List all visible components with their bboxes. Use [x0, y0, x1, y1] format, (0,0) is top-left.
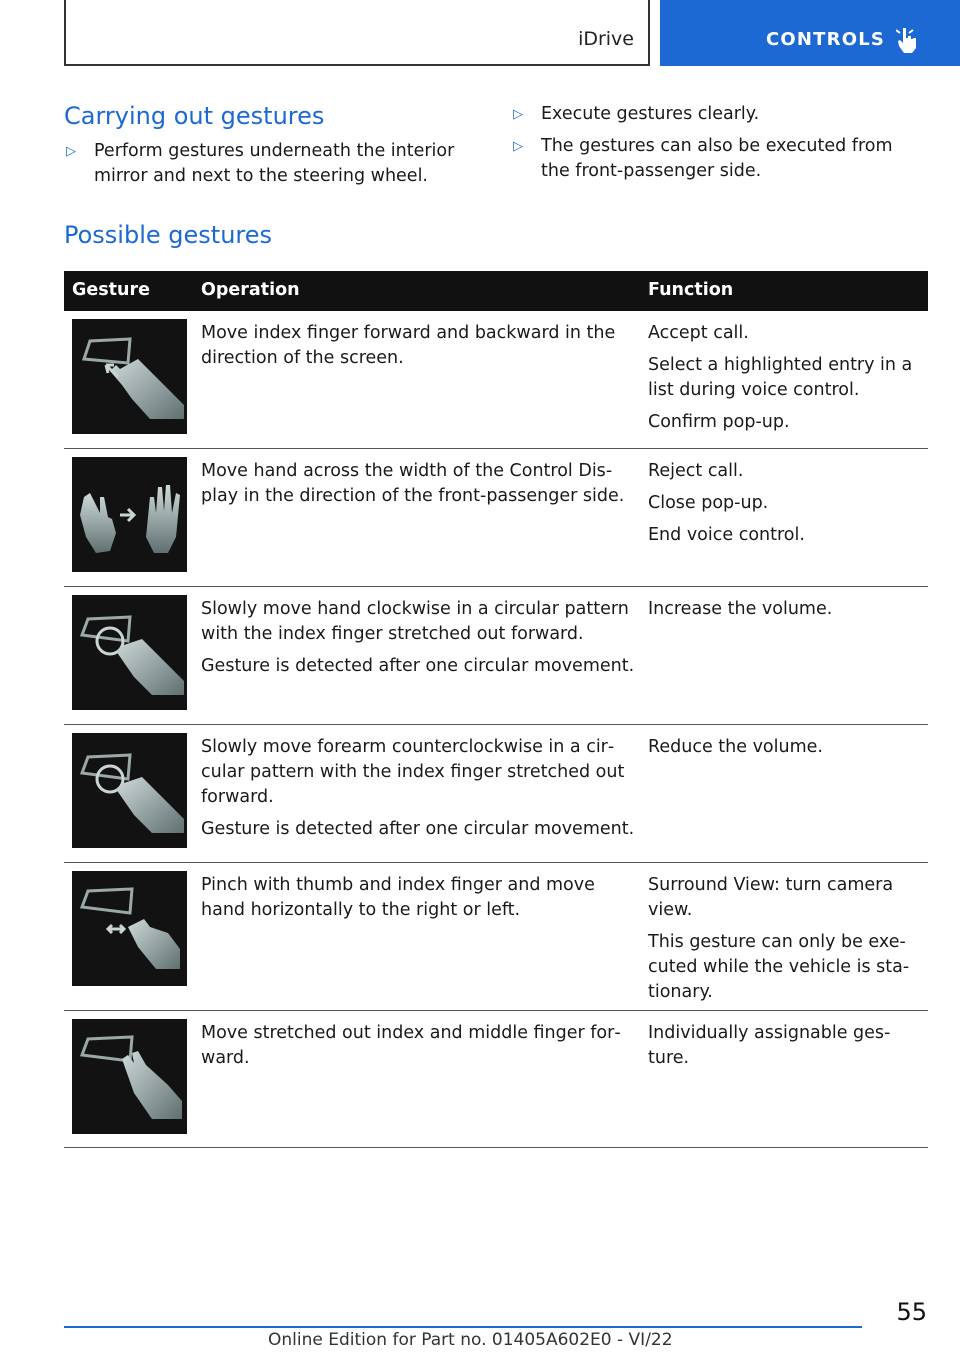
- footer-divider: [64, 1326, 862, 1328]
- operation-cell: Pinch with thumb and index finger and move hand horizontally to the right or left.: [201, 875, 595, 920]
- operation-cell: Move stretched out index and middle finger forward.: [201, 1023, 621, 1068]
- header-chapter-box: [660, 0, 960, 66]
- header-function: Function: [648, 280, 734, 300]
- list-item: ▷ Perform gestures underneath the interior mirror and next to the steering wheel.: [66, 141, 455, 186]
- finger-forward-backward-gesture-icon: [72, 319, 187, 434]
- list-item: ▷ Execute gestures clearly.: [511, 102, 911, 127]
- table-row: [64, 311, 928, 449]
- table-row: [64, 725, 928, 863]
- hand-pointer-icon: [896, 26, 918, 58]
- hand-swipe-gesture-icon: [72, 457, 187, 572]
- operation-cell: Move hand across the width of the Control Display in the direction of the front-passenger side.: [201, 461, 625, 506]
- function-cell: Accept call. Select a highlighted entry in a list during voice control. Confirm pop-up.: [648, 323, 913, 432]
- section-title: iDrive: [578, 28, 634, 50]
- operation-cell: Slowly move forearm counterclockwise in a circular pattern with the index finger stretched out forward. Gesture is detected after one circular movement.: [201, 737, 635, 839]
- clockwise-circle-gesture-icon: [72, 595, 187, 710]
- function-cell: Reduce the volume.: [648, 737, 823, 757]
- header-gesture: Gesture: [72, 280, 150, 300]
- header-operation: Operation: [201, 280, 300, 300]
- heading-possible-gestures: Possible gestures: [64, 221, 273, 249]
- table-row: [64, 449, 928, 587]
- function-cell: Surround View: turn camera view. This gesture can only be executed while the vehicle is stationary.: [648, 875, 910, 1002]
- triangle-bullet-icon: ▷: [66, 144, 76, 159]
- function-cell: Individually assignable gesture.: [648, 1023, 891, 1068]
- page-number: 55: [896, 1298, 927, 1326]
- table-row: [64, 1011, 928, 1148]
- header-section-box: [64, 0, 650, 66]
- function-cell: Reject call. Close pop-up. End voice control.: [648, 461, 805, 545]
- counterclockwise-circle-gesture-icon: [72, 733, 187, 848]
- carrying-bullets-right: [511, 102, 911, 191]
- list-item: ▷ The gestures can also be executed from the front-passenger side.: [513, 136, 893, 181]
- operation-cell: Move index finger forward and backward in the direction of the screen.: [201, 323, 616, 368]
- chapter-title: CONTROLS: [766, 29, 886, 50]
- heading-carrying-out-gestures: Carrying out gestures: [64, 102, 325, 130]
- table-row: [64, 587, 928, 725]
- edition-footer: Online Edition for Part no. 01405A602E0 - VI/22: [268, 1330, 673, 1350]
- operation-cell: Slowly move hand clockwise in a circular pattern with the index finger stretched out forward. Gesture is detected after one circular movement.: [201, 599, 635, 676]
- triangle-bullet-icon: ▷: [513, 107, 523, 122]
- two-finger-forward-gesture-icon: [72, 1019, 187, 1134]
- gestures-table: [64, 271, 928, 1148]
- function-cell: Increase the volume.: [648, 599, 833, 619]
- carrying-bullets-left: [64, 139, 464, 196]
- table-header: [64, 271, 928, 311]
- pinch-move-gesture-icon: [72, 871, 187, 986]
- table-row: [64, 863, 928, 1011]
- triangle-bullet-icon: ▷: [513, 139, 523, 154]
